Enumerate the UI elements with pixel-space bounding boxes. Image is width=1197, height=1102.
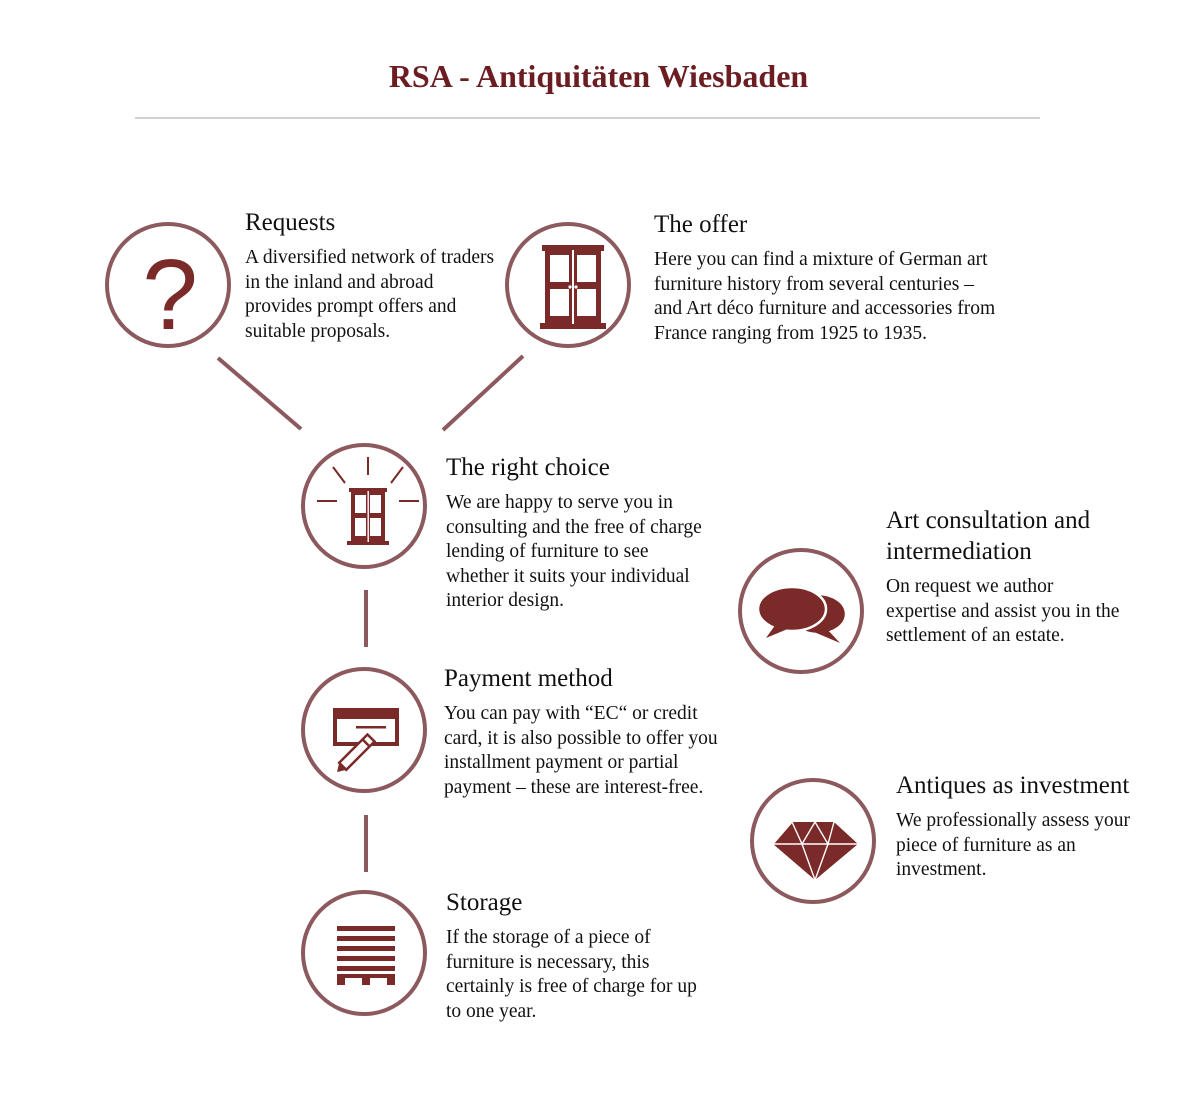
payment-text: You can pay with “EC“ or credit card, it is also possible to offer you installment payment or partial payment – these are interest-free.	[444, 703, 718, 798]
cabinet-icon	[509, 226, 627, 344]
choice-circle	[301, 443, 427, 569]
investment-circle	[750, 778, 876, 904]
investment-title: Antiques as investment	[896, 772, 1130, 799]
payment-circle	[301, 667, 427, 793]
storage-title: Storage	[446, 889, 523, 916]
offer-block	[654, 209, 1004, 346]
connector-offer-choice	[443, 356, 523, 430]
consultation-title: Art consultation and intermediation	[886, 507, 1091, 565]
question-mark-icon	[109, 226, 227, 344]
requests-title: Requests	[245, 209, 336, 236]
payment-title: Payment method	[444, 665, 613, 692]
consultation-circle	[738, 548, 864, 674]
page-title: RSA - Antiquitäten Wiesbaden	[388, 58, 809, 94]
storage-stack-icon	[305, 894, 423, 1012]
choice-text: We are happy to serve you in consulting and the free of charge lending of furniture to see whether it suits your individual interior design.	[446, 492, 702, 612]
investment-text: We professionally assess your piece of furniture as an investment.	[896, 810, 1131, 881]
offer-circle	[505, 222, 631, 348]
offer-text: Here you can find a mixture of German art furniture history from several centuries – and Art déco furniture and accessories from France ranging from 1925 to 1935.	[654, 249, 996, 344]
connector-requests-choice	[218, 358, 301, 429]
requests-circle	[105, 222, 231, 348]
choice-block	[446, 452, 716, 614]
consultation-block	[886, 505, 1126, 649]
storage-circle	[301, 890, 427, 1016]
investment-block	[896, 770, 1166, 883]
storage-text: If the storage of a piece of furniture is necessary, this certainly is free of charge for up to one year.	[446, 927, 697, 1022]
requests-text: A diversified network of traders in the inland and abroad provides prompt offers and suitable proposals.	[245, 247, 495, 342]
payment-block	[444, 663, 734, 800]
diamond-icon	[754, 782, 872, 900]
storage-block	[446, 887, 706, 1024]
requests-block	[245, 207, 505, 344]
shining-cabinet-icon	[305, 447, 423, 565]
speech-bubbles-icon	[742, 552, 860, 670]
card-pen-icon	[305, 671, 423, 789]
offer-title: The offer	[654, 211, 748, 238]
svg-text:?: ?	[142, 239, 198, 344]
choice-title: The right choice	[446, 454, 610, 481]
consultation-text: On request we author expertise and assist you in the settlement of an estate.	[886, 576, 1120, 647]
